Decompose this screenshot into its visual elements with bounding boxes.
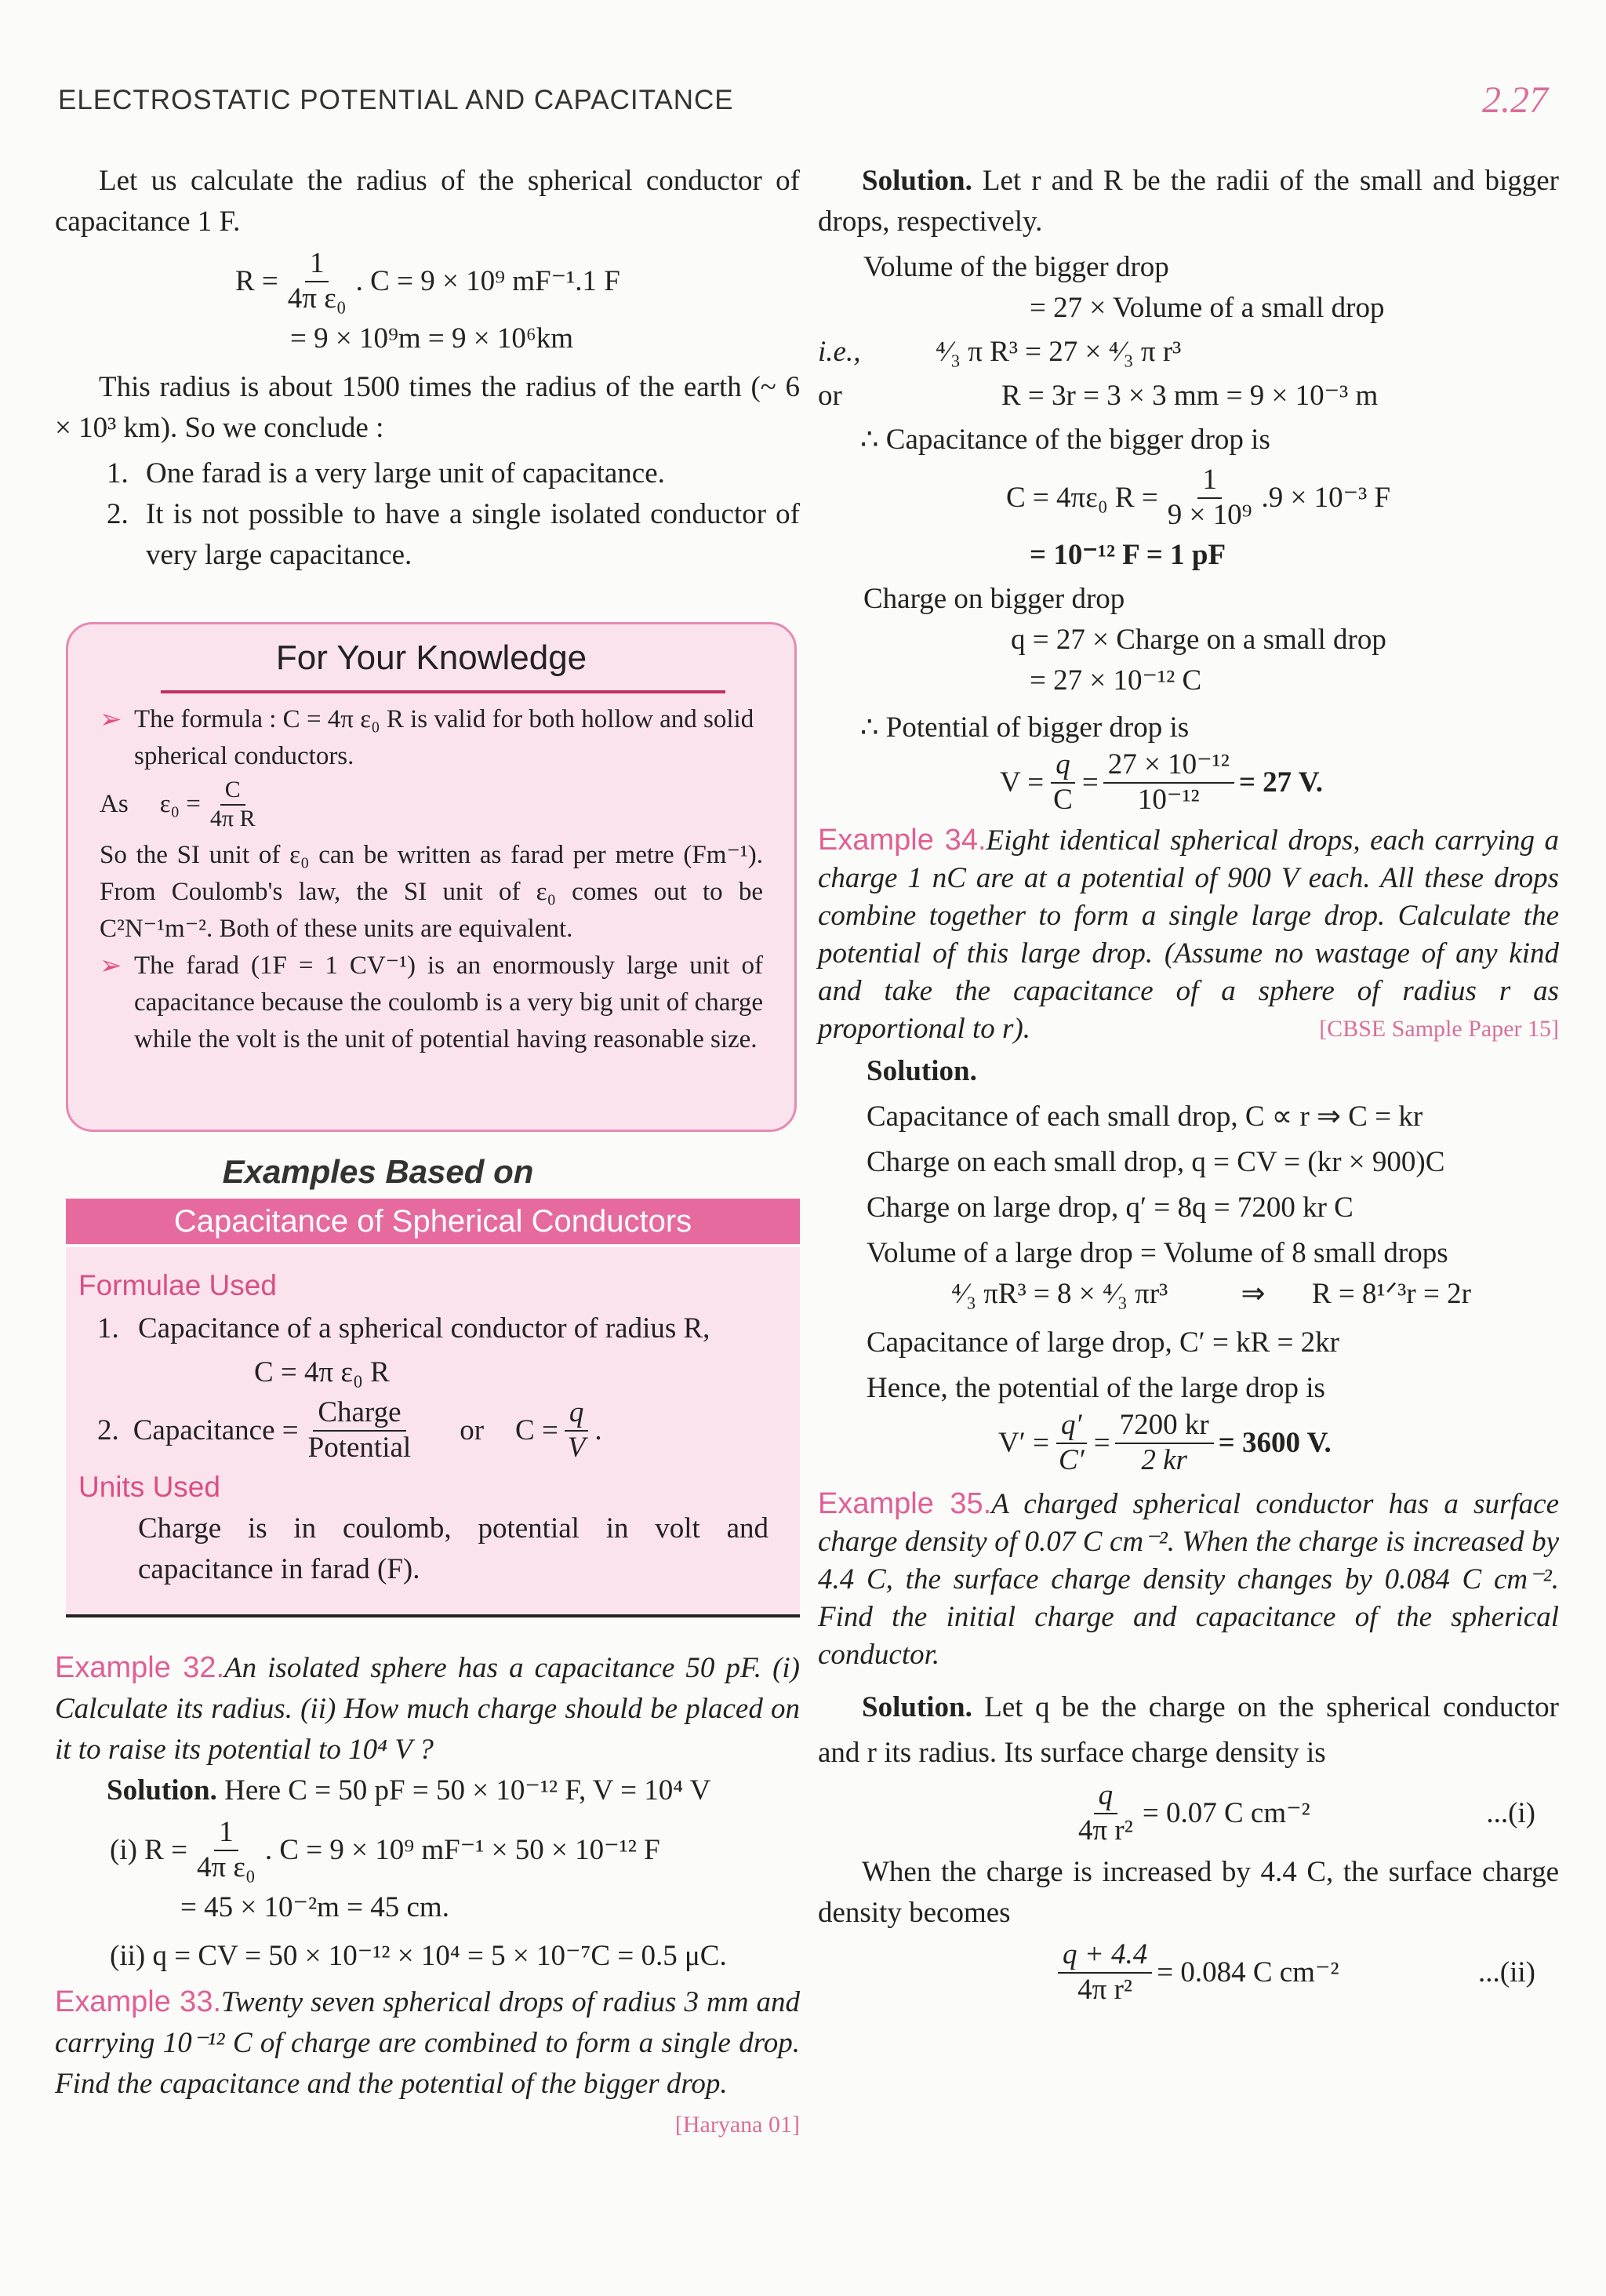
left-column-examples bbox=[55, 1647, 800, 2145]
charge-line-1: q = 27 × Charge on a small drop bbox=[1011, 624, 1386, 657]
example-34-solution-label: Solution. bbox=[867, 1055, 977, 1088]
example-33-question: Example 33.Twenty seven spherical drops of radius 3 mm and carrying 10⁻¹² C of charge are combined to form a single drop. Find the capacitance and the potential of the bigger drop. [Haryana 01] bbox=[55, 1981, 800, 2105]
example-35-question: Example 35.A charged spherical conductor has a surface charge density of 0.07 C cm⁻². When the charge is increased by 4.4 C, the surface charge density changes by 0.084 C cm⁻². Find the initial charge and capacitance of the spherical conductor. bbox=[818, 1487, 1559, 1672]
potential-intro: ∴ Potential of bigger drop is bbox=[860, 711, 1190, 744]
example-34-line: Capacitance of large drop, C′ = kR = 2kr bbox=[867, 1326, 1339, 1359]
charge-line-2: = 27 × 10⁻¹² C bbox=[1030, 664, 1202, 697]
examples-heading bbox=[66, 1153, 800, 1244]
epsilon-equation: As ε₀ = $\frac{C}{\text{4π R}}$ bbox=[100, 777, 256, 831]
formulae-box bbox=[66, 1247, 800, 1617]
example-34-line: Capacitance of each small drop, C ∝ r ⇒ C = kr bbox=[867, 1101, 1423, 1133]
knowledge-paragraph: So the SI unit of ε₀ can be written as farad per metre (Fm⁻¹). From Coulomb's law, the SI unit of ε₀ comes out to be C²N⁻¹m⁻². Both of these units are equivalent. bbox=[100, 841, 763, 943]
example-33-source: [Haryana 01] bbox=[674, 2112, 800, 2138]
example-34-line: Charge on large drop, q′ = 8q = 7200 kr C bbox=[867, 1192, 1353, 1224]
example-35-equation-2: $\frac{q + 4.4}{\text{4π r²}}$ = 0.084 C cm⁻² ...(ii) bbox=[1053, 1938, 1559, 2007]
example-32-part-i-result: = 45 × 10⁻²m = 45 cm. bbox=[180, 1891, 449, 1924]
equation-radius-result: = 9 × 10⁹m = 9 × 10⁶km bbox=[290, 322, 574, 355]
arrow-bullet-icon: ➢ bbox=[100, 952, 122, 981]
formula-1-equation: C = 4π ε₀ R bbox=[254, 1356, 390, 1388]
example-34-line: Volume of a large drop = Volume of 8 small drops bbox=[867, 1237, 1448, 1270]
volume-line: Volume of the bigger drop bbox=[863, 251, 1169, 283]
example-32-part-i: (i) R = $\frac{1}{\text{4π ε₀}}$ . C = 9 × 10⁹ mF⁻¹ × 50 × 10⁻¹² F bbox=[110, 1816, 660, 1883]
title-underline bbox=[161, 690, 725, 693]
list-item: 1. One farad is a very large unit of capacitance. bbox=[107, 457, 665, 490]
examples-heading-banner: Capacitance of Spherical Conductors bbox=[66, 1199, 800, 1244]
arrow-bullet-icon: ➢ bbox=[100, 705, 122, 734]
example-34-source: [CBSE Sample Paper 15] bbox=[1319, 1016, 1559, 1042]
capacitance-result: = 10⁻¹² F = 1 pF bbox=[1030, 539, 1226, 572]
example-34-line: Hence, the potential of the large drop is bbox=[867, 1372, 1325, 1405]
example-32-part-ii: (ii) q = CV = 50 × 10⁻¹² × 10⁴ = 5 × 10⁻⁷C = 0.5 μC. bbox=[110, 1940, 727, 1973]
right-column bbox=[818, 161, 1559, 2007]
volume-line-2: = 27 × Volume of a small drop bbox=[1030, 292, 1385, 324]
radius-equation: or R = 3r = 3 × 3 mm = 9 × 10⁻³ m bbox=[818, 380, 1379, 412]
charge-intro: Charge on bigger drop bbox=[863, 583, 1125, 616]
example-35-equation-1: $\frac{q}{\text{4π r²}}$ = 0.07 C cm⁻² ...(i) bbox=[1078, 1779, 1535, 1847]
knowledge-bullet: ➢ The formula : C = 4π ε₀ R is valid for both hollow and solid spherical conductors. bbox=[100, 701, 763, 775]
intro-paragraph: Let us calculate the radius of the spherical conductor of capacitance 1 F. bbox=[55, 165, 800, 238]
conclusion-list bbox=[55, 453, 800, 576]
formulae-title: Formulae Used bbox=[78, 1269, 277, 1301]
radius-note: This radius is about 1500 times the radius of the earth (~ 6 × 10³ km). So we conclude : bbox=[55, 371, 800, 445]
example-32-solution: Solution. Here C = 50 pF = 50 × 10⁻¹² F, V = 10⁴ V bbox=[107, 1774, 711, 1807]
knowledge-body bbox=[100, 701, 763, 1058]
knowledge-title: For Your Knowledge bbox=[275, 639, 587, 677]
volume-equation: i.e., ⁴⁄₃ π R³ = 27 × ⁴⁄₃ π r³ bbox=[818, 336, 1182, 368]
potential-equation: V = $\frac{q}{C}$ = $\frac{\text{27 × 10⁻¹²}}{\text{10⁻¹²}}$ = 27 V. bbox=[1000, 748, 1323, 816]
knowledge-box bbox=[66, 622, 797, 1132]
example-34-question: Example 34.Eight identical spherical drops, each carrying a charge 1 nC are at a potential of 900 V each. All these drops combine together to form a single large drop. Calculate the potential of this large drop. (Assume no wastage of any kind and take the capacitance of a sphere of radius r as proportional to r). [CBSE Sample Paper 15] bbox=[818, 821, 1559, 1048]
example-35-solution: Solution. Let q be the charge on the spherical conductor and r its radius. Its surface charge density is bbox=[818, 1691, 1560, 1770]
examples-heading-line1: Examples Based on bbox=[222, 1153, 534, 1190]
running-title: ELECTROSTATIC POTENTIAL AND CAPACITANCE bbox=[58, 85, 734, 115]
left-column bbox=[55, 161, 800, 576]
units-title: Units Used bbox=[78, 1471, 220, 1504]
capacitance-intro: ∴ Capacitance of the bigger drop is bbox=[860, 424, 1270, 456]
equation-radius: R = $\frac{1}{\text{4π ε₀}}$ . C = 9 × 10⁹ mF⁻¹.1 F bbox=[235, 247, 620, 315]
example-34-volume-equation: ⁴⁄₃ πR³ = 8 × ⁴⁄₃ πr³ ⇒ R = 8¹ᐟ³r = 2r bbox=[951, 1278, 1471, 1311]
knowledge-bullet: ➢ The farad (1F = 1 CV⁻¹) is an enormously large unit of capacitance because the coulomb is a very big unit of charge while the volt is the unit of potential having reasonable size. bbox=[100, 948, 763, 1058]
formula-2: 2. Capacitance = $\frac{\text{Charge}}{\text{Potential}}$ or C = $\frac{q}{V}$ . bbox=[97, 1396, 602, 1464]
example-34-line: Charge on each small drop, q = CV = (kr × 900)C bbox=[867, 1146, 1445, 1179]
page-header bbox=[58, 78, 1548, 126]
example-32-question: Example 32.An isolated sphere has a capacitance 50 pF. (i) Calculate its radius. (ii) How much charge should be placed on it to raise its potential to 10⁴ V ? bbox=[55, 1651, 800, 1766]
page-number: 2.27 bbox=[1482, 79, 1548, 121]
capacitance-equation: C = 4πε₀ R = $\frac{1}{\text{9 × 10⁹}}$ .9 × 10⁻³ F bbox=[1006, 464, 1391, 531]
units-text: Charge is in coulomb, potential in volt and capacitance in farad (F). bbox=[138, 1512, 768, 1586]
formula-1: 1. Capacitance of a spherical conductor of radius R, bbox=[97, 1312, 710, 1344]
example-35-middle: When the charge is increased by 4.4 C, the surface charge density becomes bbox=[818, 1856, 1559, 1930]
example-34-potential-equation: V′ = $\frac{q'}{C'}$ = $\frac{7200 kr}{2 kr}$ = 3600 V. bbox=[998, 1409, 1332, 1476]
example-33-solution: Solution. Let r and R be the radii of the small and bigger drops, respectively. bbox=[818, 165, 1559, 238]
list-item: 2. It is not possible to have a single isolated conductor of very large capacitance. bbox=[107, 498, 800, 572]
